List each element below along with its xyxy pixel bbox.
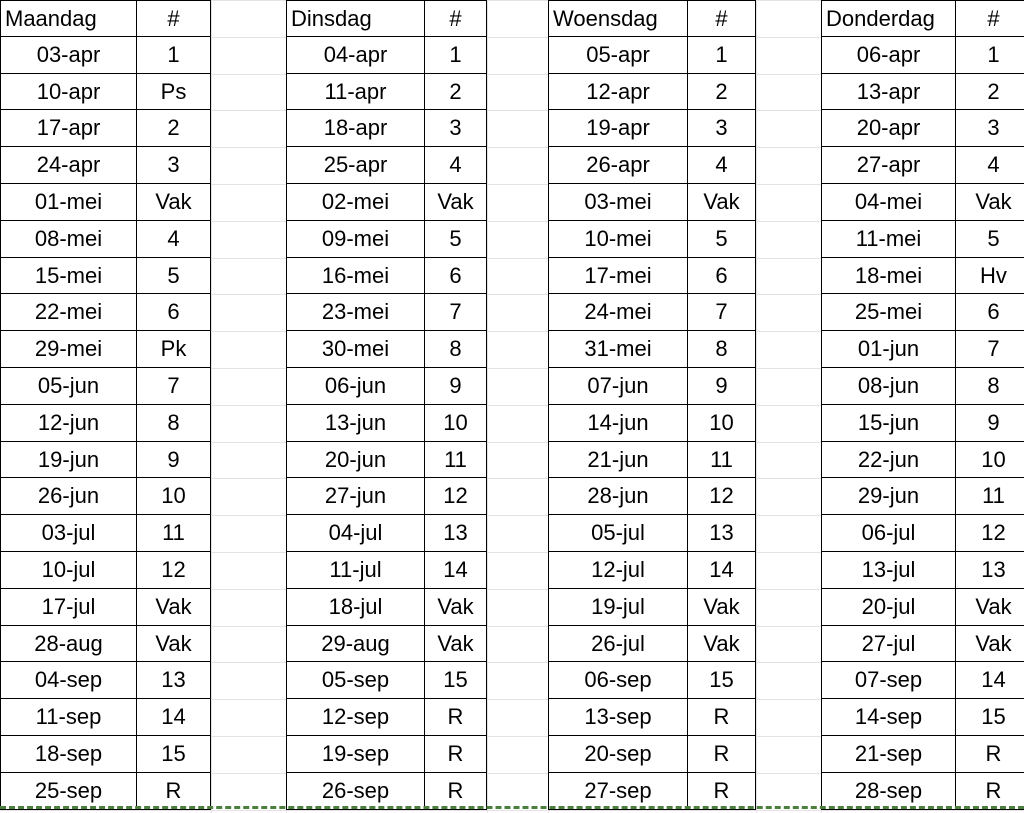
session-cell[interactable]: 12 [137, 552, 211, 589]
session-cell[interactable]: 13 [425, 515, 487, 552]
session-cell[interactable]: Vak [137, 626, 211, 662]
session-cell[interactable]: 7 [137, 368, 211, 405]
date-cell[interactable]: 16-mei [286, 258, 425, 294]
date-cell[interactable]: 29-mei [0, 331, 137, 368]
date-cell[interactable]: 13-jul [821, 552, 956, 589]
session-cell[interactable]: Vak [956, 626, 1024, 662]
session-cell[interactable]: 10 [137, 478, 211, 515]
date-cell[interactable]: 06-apr [821, 37, 956, 74]
date-cell[interactable]: 26-sep [286, 773, 425, 810]
session-cell[interactable]: 6 [425, 258, 487, 294]
session-cell[interactable]: 8 [425, 331, 487, 368]
date-cell[interactable]: 21-jun [548, 442, 688, 478]
date-cell[interactable]: 11-sep [0, 699, 137, 736]
date-cell[interactable]: 27-sep [548, 773, 688, 810]
date-cell[interactable]: 14-jun [548, 405, 688, 442]
date-cell[interactable]: 13-apr [821, 74, 956, 110]
session-cell[interactable]: 11 [425, 442, 487, 478]
session-cell[interactable]: 5 [688, 221, 756, 258]
gridline [487, 0, 488, 813]
date-cell[interactable]: 26-jun [0, 478, 137, 515]
session-cell[interactable]: 14 [425, 552, 487, 589]
session-cell[interactable]: 6 [137, 294, 211, 331]
session-cell[interactable]: 4 [425, 147, 487, 184]
date-cell[interactable]: 19-sep [286, 736, 425, 773]
session-cell[interactable]: Vak [956, 184, 1024, 221]
page-break-line [0, 806, 1024, 809]
column-header-number[interactable]: # [956, 0, 1024, 37]
date-cell[interactable]: 17-mei [548, 258, 688, 294]
session-cell[interactable]: 14 [956, 662, 1024, 699]
session-cell[interactable]: 8 [688, 331, 756, 368]
date-cell[interactable]: 05-jul [548, 515, 688, 552]
date-cell[interactable]: 25-apr [286, 147, 425, 184]
date-cell[interactable]: 30-mei [286, 331, 425, 368]
session-cell[interactable]: 8 [956, 368, 1024, 405]
session-cell[interactable]: 13 [956, 552, 1024, 589]
session-cell[interactable]: 2 [137, 110, 211, 147]
session-cell[interactable]: 6 [688, 258, 756, 294]
date-cell[interactable]: 28-sep [821, 773, 956, 810]
date-cell[interactable]: 01-mei [0, 184, 137, 221]
date-cell[interactable]: 11-mei [821, 221, 956, 258]
session-cell[interactable]: 5 [425, 221, 487, 258]
date-cell[interactable]: 03-mei [548, 184, 688, 221]
date-cell[interactable]: 23-mei [286, 294, 425, 331]
date-cell[interactable]: 05-apr [548, 37, 688, 74]
date-cell[interactable]: 25-sep [0, 773, 137, 810]
session-cell[interactable]: 7 [956, 331, 1024, 368]
session-cell[interactable]: 3 [688, 110, 756, 147]
date-cell[interactable]: 20-jun [286, 442, 425, 478]
session-cell[interactable]: 9 [956, 405, 1024, 442]
session-cell[interactable]: 15 [425, 662, 487, 699]
session-cell[interactable]: 15 [137, 736, 211, 773]
session-cell[interactable]: Vak [425, 184, 487, 221]
date-cell[interactable]: 25-mei [821, 294, 956, 331]
session-cell[interactable]: 13 [688, 515, 756, 552]
session-cell[interactable]: 9 [425, 368, 487, 405]
date-cell[interactable]: 10-mei [548, 221, 688, 258]
column-header-day[interactable]: Maandag [0, 0, 137, 37]
date-cell[interactable]: 19-jun [0, 442, 137, 478]
date-cell[interactable]: 07-sep [821, 662, 956, 699]
date-cell[interactable]: 20-jul [821, 589, 956, 626]
date-cell[interactable]: 17-jul [0, 589, 137, 626]
session-cell[interactable]: 6 [956, 294, 1024, 331]
session-cell[interactable]: 9 [688, 368, 756, 405]
date-cell[interactable]: 18-sep [0, 736, 137, 773]
date-cell[interactable]: 02-mei [286, 184, 425, 221]
session-cell[interactable]: 10 [425, 405, 487, 442]
session-cell[interactable]: 2 [956, 74, 1024, 110]
date-cell[interactable]: 18-mei [821, 258, 956, 294]
session-cell[interactable]: Vak [137, 184, 211, 221]
date-cell[interactable]: 18-apr [286, 110, 425, 147]
date-cell[interactable]: 12-sep [286, 699, 425, 736]
session-cell[interactable]: 11 [956, 478, 1024, 515]
session-cell[interactable]: R [425, 773, 487, 810]
session-cell[interactable]: 14 [137, 699, 211, 736]
session-cell[interactable]: R [956, 736, 1024, 773]
date-cell[interactable]: 03-jul [0, 515, 137, 552]
gridline [211, 0, 212, 813]
session-cell[interactable]: Vak [688, 589, 756, 626]
session-cell[interactable]: Pk [137, 331, 211, 368]
session-cell[interactable]: Ps [137, 74, 211, 110]
date-cell[interactable]: 06-sep [548, 662, 688, 699]
date-cell[interactable]: 13-jun [286, 405, 425, 442]
date-cell[interactable]: 27-apr [821, 147, 956, 184]
session-cell[interactable]: 9 [137, 442, 211, 478]
session-cell[interactable]: 12 [956, 515, 1024, 552]
date-cell[interactable]: 04-sep [0, 662, 137, 699]
date-cell[interactable]: 17-apr [0, 110, 137, 147]
date-cell[interactable]: 11-apr [286, 74, 425, 110]
session-cell[interactable]: Vak [425, 589, 487, 626]
column-header-number[interactable]: # [425, 0, 487, 37]
date-cell[interactable]: 04-jul [286, 515, 425, 552]
session-cell[interactable]: 8 [137, 405, 211, 442]
date-cell[interactable]: 21-sep [821, 736, 956, 773]
date-cell[interactable]: 12-jun [0, 405, 137, 442]
session-cell[interactable]: 7 [425, 294, 487, 331]
session-cell[interactable]: 1 [137, 37, 211, 74]
date-cell[interactable]: 26-apr [548, 147, 688, 184]
session-cell[interactable]: 10 [956, 442, 1024, 478]
session-cell[interactable]: 15 [688, 662, 756, 699]
date-cell[interactable]: 29-aug [286, 626, 425, 662]
session-cell[interactable]: 12 [425, 478, 487, 515]
date-cell[interactable]: 26-jul [548, 626, 688, 662]
session-cell[interactable]: 11 [688, 442, 756, 478]
date-cell[interactable]: 15-jun [821, 405, 956, 442]
session-cell[interactable]: 4 [688, 147, 756, 184]
session-cell[interactable]: R [688, 773, 756, 810]
date-cell[interactable]: 13-sep [548, 699, 688, 736]
session-cell[interactable]: 11 [137, 515, 211, 552]
date-cell[interactable]: 19-jul [548, 589, 688, 626]
column-header-day[interactable]: Woensdag [548, 0, 688, 37]
column-header-day[interactable]: Donderdag [821, 0, 956, 37]
date-cell[interactable]: 15-mei [0, 258, 137, 294]
session-cell[interactable]: 4 [956, 147, 1024, 184]
session-cell[interactable]: R [425, 699, 487, 736]
session-cell[interactable]: 13 [137, 662, 211, 699]
column-header-number[interactable]: # [688, 0, 756, 37]
session-cell[interactable]: Vak [688, 184, 756, 221]
date-cell[interactable]: 10-apr [0, 74, 137, 110]
date-cell[interactable]: 22-mei [0, 294, 137, 331]
date-cell[interactable]: 08-mei [0, 221, 137, 258]
session-cell[interactable]: 1 [688, 37, 756, 74]
date-cell[interactable]: 24-apr [0, 147, 137, 184]
session-cell[interactable]: 3 [956, 110, 1024, 147]
date-cell[interactable]: 09-mei [286, 221, 425, 258]
session-cell[interactable]: 1 [425, 37, 487, 74]
date-cell[interactable]: 07-jun [548, 368, 688, 405]
session-cell[interactable]: 3 [425, 110, 487, 147]
date-cell[interactable]: 10-jul [0, 552, 137, 589]
date-cell[interactable]: 18-jul [286, 589, 425, 626]
date-cell[interactable]: 22-jun [821, 442, 956, 478]
session-cell[interactable]: 1 [956, 37, 1024, 74]
date-cell[interactable]: 14-sep [821, 699, 956, 736]
session-cell[interactable]: 7 [688, 294, 756, 331]
gridline [0, 810, 1024, 811]
session-cell[interactable]: R [425, 736, 487, 773]
date-cell[interactable]: 06-jul [821, 515, 956, 552]
session-cell[interactable]: 14 [688, 552, 756, 589]
session-cell[interactable]: 2 [688, 74, 756, 110]
date-cell[interactable]: 05-jun [0, 368, 137, 405]
session-cell[interactable]: 10 [688, 405, 756, 442]
session-cell[interactable]: 3 [137, 147, 211, 184]
date-cell[interactable]: 06-jun [286, 368, 425, 405]
column-header-day[interactable]: Dinsdag [286, 0, 425, 37]
date-cell[interactable]: 27-jul [821, 626, 956, 662]
session-cell[interactable]: 2 [425, 74, 487, 110]
date-cell[interactable]: 27-jun [286, 478, 425, 515]
date-cell[interactable]: 28-aug [0, 626, 137, 662]
session-cell[interactable]: Vak [137, 589, 211, 626]
column-header-number[interactable]: # [137, 0, 211, 37]
date-cell[interactable]: 24-mei [548, 294, 688, 331]
date-cell[interactable]: 20-sep [548, 736, 688, 773]
date-cell[interactable]: 11-jul [286, 552, 425, 589]
date-cell[interactable]: 01-jun [821, 331, 956, 368]
session-cell[interactable]: Vak [425, 626, 487, 662]
date-cell[interactable]: 03-apr [0, 37, 137, 74]
date-cell[interactable]: 29-jun [821, 478, 956, 515]
date-cell[interactable]: 12-apr [548, 74, 688, 110]
date-cell[interactable]: 31-mei [548, 331, 688, 368]
session-cell[interactable]: 12 [688, 478, 756, 515]
session-cell[interactable]: R [688, 736, 756, 773]
session-cell[interactable]: R [956, 773, 1024, 810]
date-cell[interactable]: 19-apr [548, 110, 688, 147]
session-cell[interactable]: 5 [137, 258, 211, 294]
date-cell[interactable]: 04-mei [821, 184, 956, 221]
date-cell[interactable]: 05-sep [286, 662, 425, 699]
session-cell[interactable]: 4 [137, 221, 211, 258]
date-cell[interactable]: 20-apr [821, 110, 956, 147]
date-cell[interactable]: 12-jul [548, 552, 688, 589]
session-cell[interactable]: Hv [956, 258, 1024, 294]
gridline [756, 0, 757, 813]
session-cell[interactable]: R [137, 773, 211, 810]
date-cell[interactable]: 08-jun [821, 368, 956, 405]
session-cell[interactable]: Vak [956, 589, 1024, 626]
date-cell[interactable]: 04-apr [286, 37, 425, 74]
session-cell[interactable]: Vak [688, 626, 756, 662]
session-cell[interactable]: 5 [956, 221, 1024, 258]
session-cell[interactable]: R [688, 699, 756, 736]
date-cell[interactable]: 28-jun [548, 478, 688, 515]
session-cell[interactable]: 15 [956, 699, 1024, 736]
